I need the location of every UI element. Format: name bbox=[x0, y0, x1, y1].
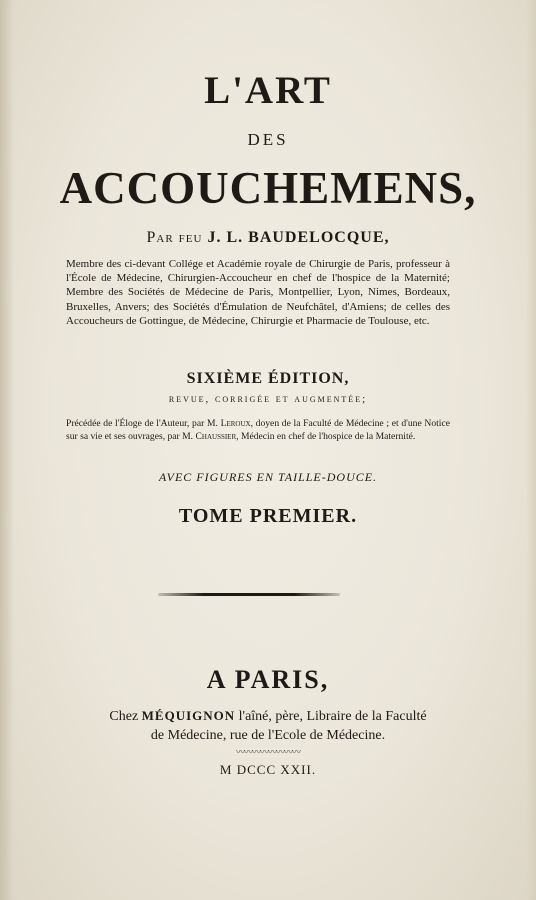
author-line bbox=[0, 229, 536, 247]
imprint-publisher bbox=[0, 706, 536, 745]
preface-name-chaussier: Chaussier bbox=[195, 431, 237, 442]
title-line-3: ACCOUCHEMENS, bbox=[59, 163, 477, 213]
preface-part-1: Précédée de l'Éloge de l'Auteur, par M. bbox=[66, 418, 218, 429]
revision-line: revue, corrigée et augmentée; bbox=[168, 393, 368, 405]
author-prefix: Par feu bbox=[146, 229, 203, 246]
title-line-2: DES bbox=[247, 130, 289, 149]
publisher-line2: de Médecine, rue de l'Ecole de Médecine. bbox=[150, 728, 386, 743]
decorative-rule bbox=[158, 593, 340, 596]
figures-note: AVEC FIGURES EN TAILLE-DOUCE. bbox=[158, 470, 378, 484]
edition-line: SIXIÈME ÉDITION, bbox=[186, 370, 350, 387]
imprint-place: A PARIS, bbox=[206, 665, 330, 694]
preface-name-leroux: Leroux bbox=[220, 418, 251, 429]
preface-note bbox=[66, 417, 450, 443]
volume-title: TOME PREMIER. bbox=[178, 505, 358, 527]
publisher-line1-rest: l'aîné, père, Libraire de la Faculté bbox=[238, 709, 427, 724]
preface-part-3: , Médecin en chef de l'hospice de la Maternité. bbox=[236, 431, 416, 442]
author-name: J. L. BAUDELOCQUE, bbox=[207, 229, 390, 246]
title-line-1: L'ART bbox=[204, 69, 332, 112]
author-credentials: Membre des ci-devant Collége et Académie royale de Chirurgie de Paris, professeur à l'École de Médecine, Chirurgien-Accoucheur en chef de l'hospice de la Maternité; Membre des Sociétés de Médecine de Paris, Montpellier, Lyon, Nimes, Bordeaux, Bruxelles, Anvers; des Sociétés d'Émulation de Neufchâtel, d'Amiens; de celles des Accoucheurs de Gottingue, de Médecine, Chirurgie et Pharmacie de Toulouse, etc. bbox=[66, 258, 450, 327]
publisher-prefix: Chez bbox=[109, 709, 139, 724]
publisher-name: MÉQUIGNON bbox=[141, 708, 236, 723]
imprint-year: M DCCC XXII. bbox=[219, 762, 317, 777]
ornament-rule: 〰〰〰〰〰〰〰〰 bbox=[235, 747, 300, 757]
preface-part-2: , doyen de la Faculté de Médecine ; et d'une Notice sur sa vie et ses ouvrages, par M. bbox=[66, 418, 450, 442]
